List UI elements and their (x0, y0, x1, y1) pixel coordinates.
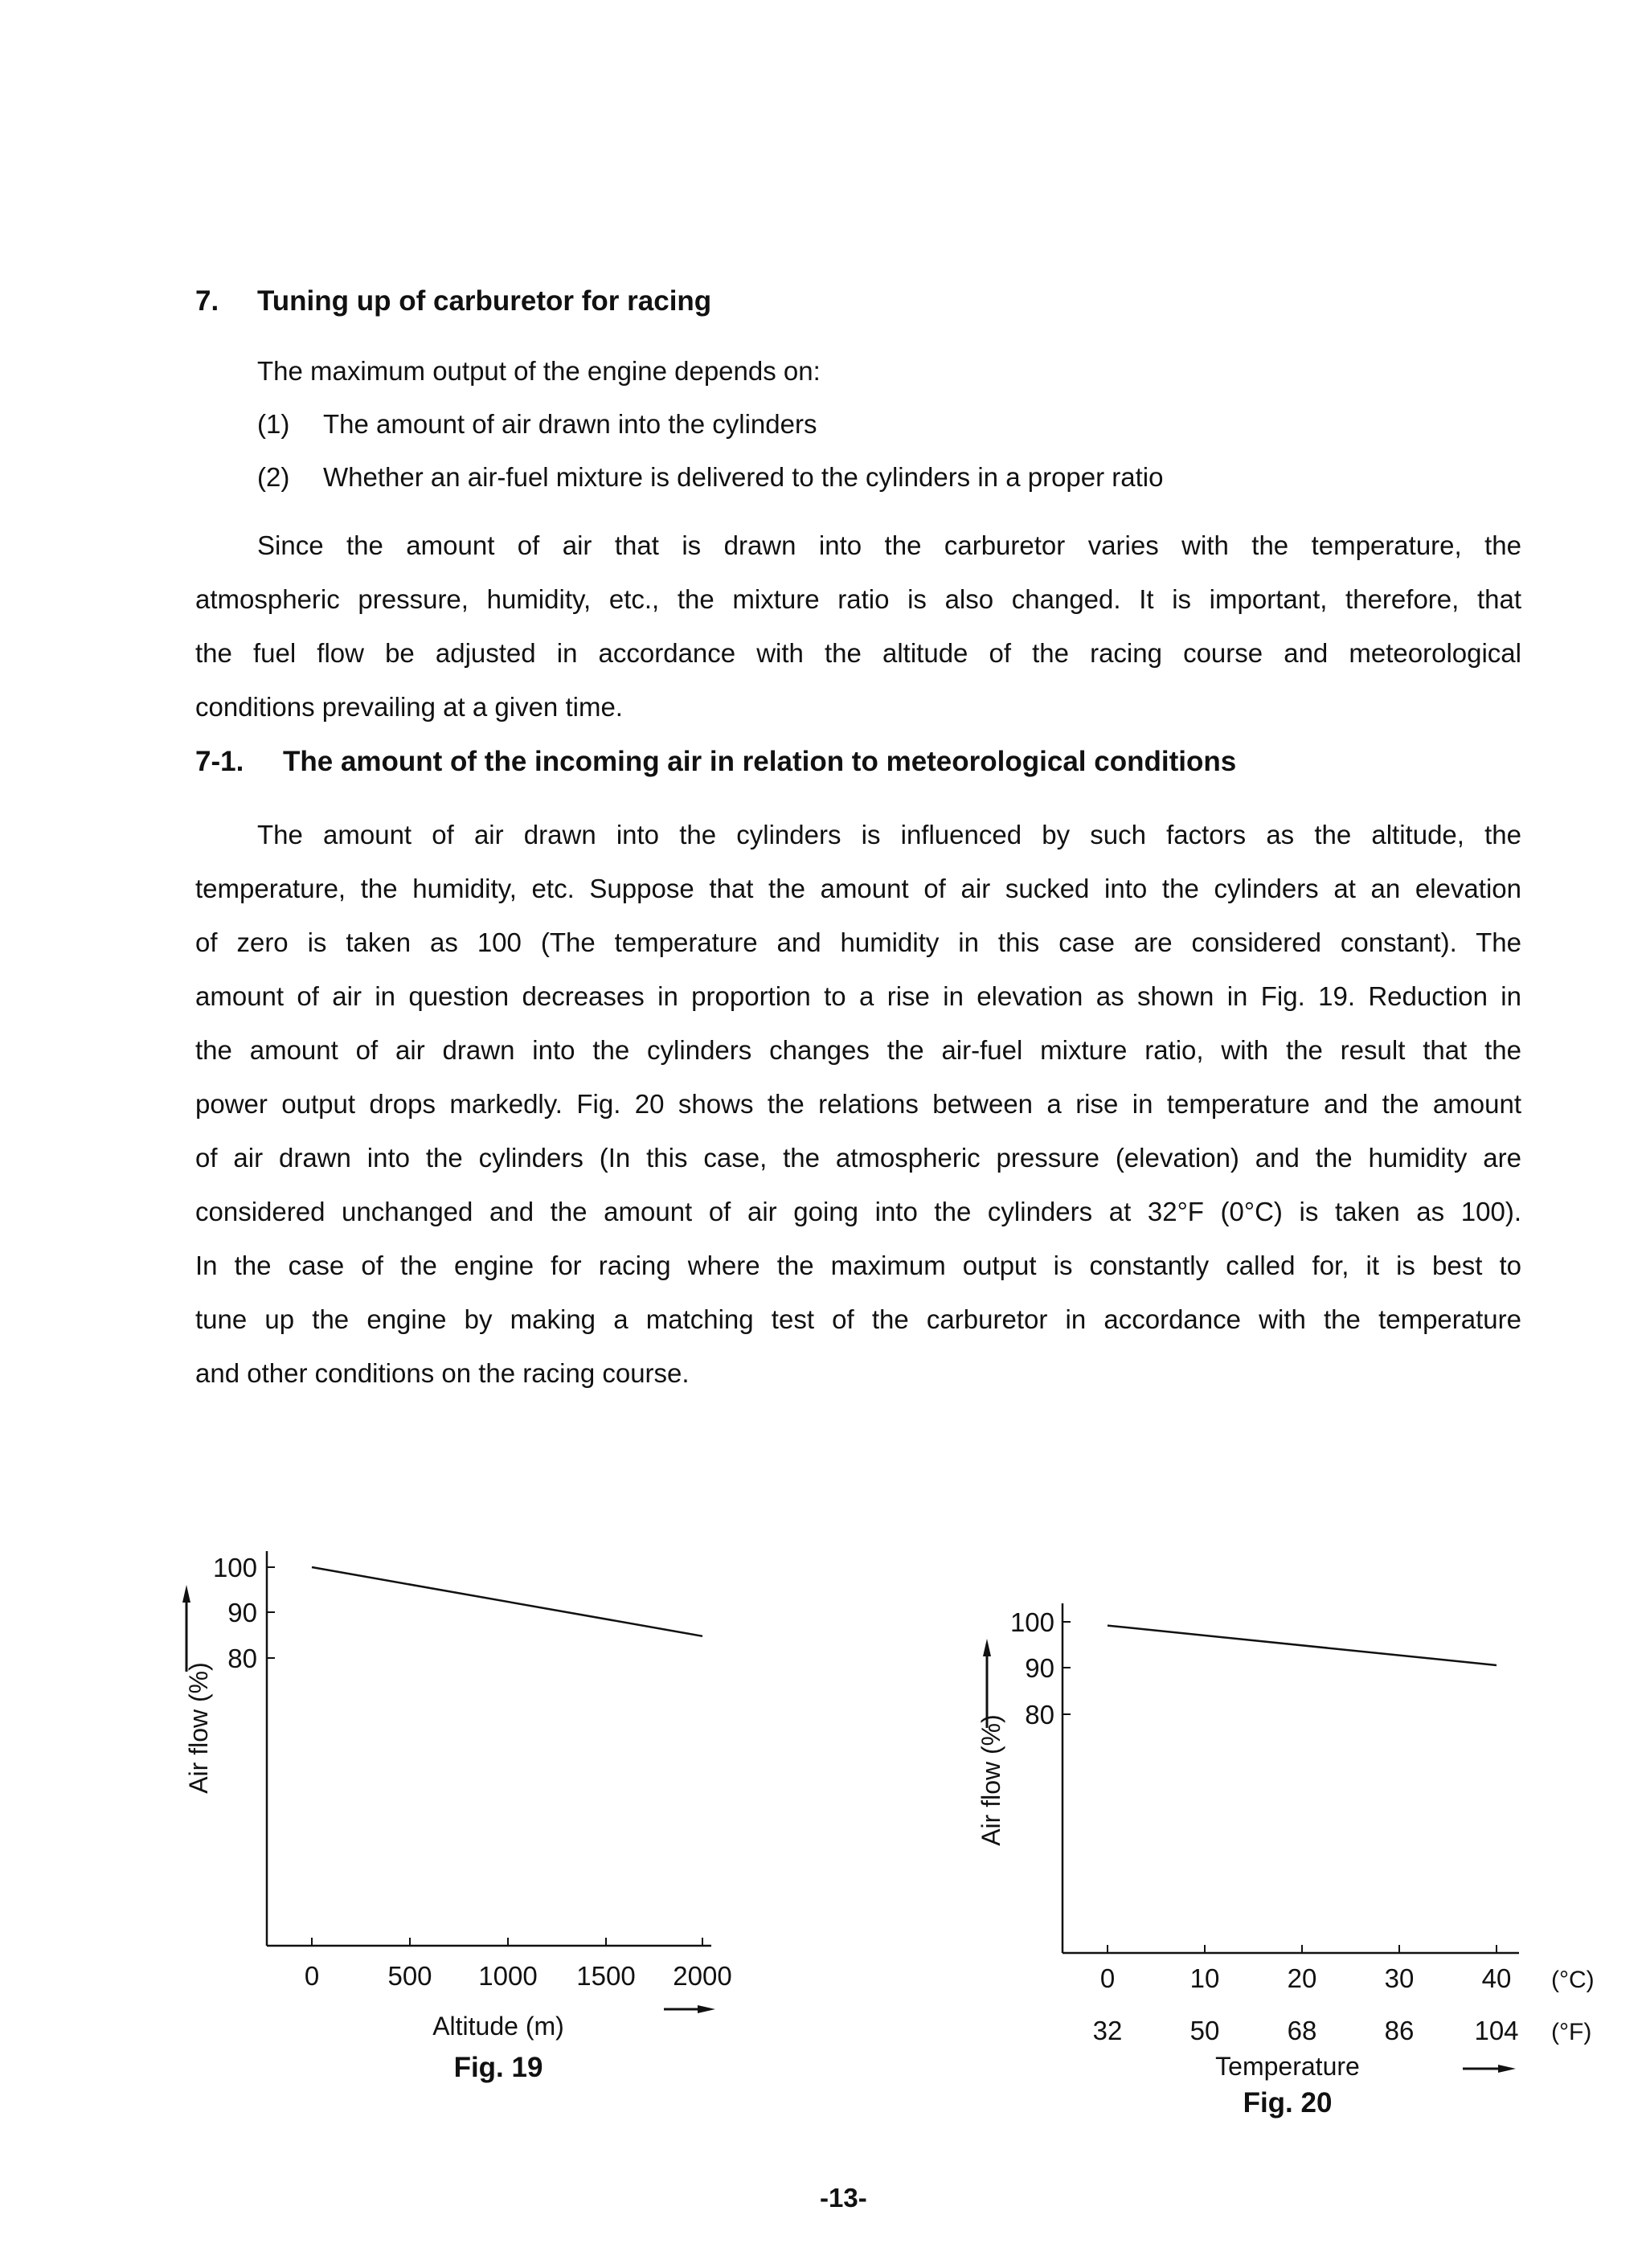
list-item-number: (1) (257, 409, 290, 439)
subsection-title: The amount of the incoming air in relation to meteorological conditions (283, 746, 1237, 777)
x-tick-label: 0 (304, 1961, 320, 1991)
paragraph-line: power output drops markedly. Fig. 20 shows the relations between a rise in temperature and the amount (195, 1089, 1521, 1119)
figure-caption: Fig. 20 (1243, 2087, 1333, 2119)
y-axis-arrow-head (983, 1639, 991, 1656)
intro-text: The maximum output of the engine depends on: (257, 356, 821, 386)
x-axis-arrow-head (698, 2005, 715, 2013)
page-number: -13- (820, 2183, 867, 2213)
y-tick-label: 80 (1025, 1700, 1054, 1730)
data-line (312, 1567, 702, 1636)
x-tick-label: 30 (1384, 1963, 1415, 1993)
y-tick-label: 100 (212, 1553, 257, 1582)
paragraph-line: The amount of air drawn into the cylinders is influenced by such factors as the altitude, the (257, 820, 1521, 849)
paragraph-line: the amount of air drawn into the cylinders changes the air-fuel mixture ratio, with the result that the (195, 1035, 1521, 1065)
y-axis-label: Air flow (%) (977, 1714, 1005, 1846)
x-axis-label: Altitude (m) (432, 2012, 564, 2041)
section-number: 7. (195, 285, 219, 317)
x-tick-label: 1000 (478, 1961, 538, 1991)
x-tick-label: 10 (1189, 1963, 1220, 1993)
x-axis-label: Temperature (1215, 2052, 1360, 2081)
paragraph-line: Since the amount of air that is drawn into the carburetor varies with the temperature, the (257, 530, 1521, 560)
paragraph-line: the fuel flow be adjusted in accordance with the altitude of the racing course and meteorological (195, 638, 1521, 668)
x-tick-label: 20 (1287, 1963, 1317, 1993)
paragraph-line: amount of air in question decreases in proportion to a rise in elevation as shown in Fig. 19. Reduction in (195, 981, 1521, 1011)
figure-caption: Fig. 19 (453, 2052, 543, 2083)
x-unit-label-secondary: (°F) (1551, 2019, 1592, 2045)
x-tick-label: 0 (1099, 1963, 1116, 1993)
list-item-text: The amount of air drawn into the cylinders (323, 409, 817, 439)
x-tick-label: 2000 (673, 1961, 732, 1991)
paragraph-line: In the case of the engine for racing where the maximum output is constantly called for, it is best to (195, 1251, 1521, 1280)
paragraph-line: and other conditions on the racing course. (195, 1358, 690, 1388)
list-item-number: (2) (257, 462, 290, 492)
paragraph-line: temperature, the humidity, etc. Suppose that the amount of air sucked into the cylinders at an elevation (195, 874, 1521, 903)
y-axis-label: Air flow (%) (184, 1662, 213, 1794)
paragraph-line: conditions prevailing at a given time. (195, 692, 623, 722)
x-tick-label: 1500 (576, 1961, 636, 1991)
paragraph-line: tune up the engine by making a matching test of the carburetor in accordance with the temperature (195, 1304, 1521, 1334)
subsection-number: 7-1. (195, 746, 244, 777)
section-title: Tuning up of carburetor for racing (257, 285, 712, 317)
paragraph-line: atmospheric pressure, humidity, etc., the mixture ratio is also changed. It is important, therefore, that (195, 584, 1521, 614)
paragraph-line: of zero is taken as 100 (The temperature and humidity in this case are considered constant). The (195, 927, 1521, 957)
y-axis-arrow-head (182, 1585, 190, 1603)
x-tick-label-secondary: 32 (1092, 2016, 1123, 2045)
y-tick-label: 90 (1025, 1653, 1054, 1683)
x-tick-label: 500 (387, 1961, 432, 1991)
data-line (1108, 1626, 1497, 1665)
x-tick-label-secondary: 50 (1189, 2016, 1220, 2045)
x-tick-label-secondary: 86 (1384, 2016, 1415, 2045)
paragraph-line: of air drawn into the cylinders (In this case, the atmospheric pressure (elevation) and the humidity are (195, 1143, 1521, 1173)
list-item-text: Whether an air-fuel mixture is delivered to the cylinders in a proper ratio (323, 462, 1164, 492)
x-tick-label-secondary: 104 (1474, 2016, 1519, 2045)
x-axis-arrow-head (1498, 2065, 1516, 2073)
y-tick-label: 90 (227, 1598, 257, 1627)
x-tick-label-secondary: 68 (1287, 2016, 1317, 2045)
x-unit-label: (°C) (1551, 1967, 1595, 1993)
paragraph-line: considered unchanged and the amount of air going into the cylinders at 32°F (0°C) is taken as 100). (195, 1197, 1521, 1226)
y-tick-label: 80 (227, 1644, 257, 1673)
y-tick-label: 100 (1009, 1607, 1054, 1637)
x-tick-label: 40 (1481, 1963, 1512, 1993)
